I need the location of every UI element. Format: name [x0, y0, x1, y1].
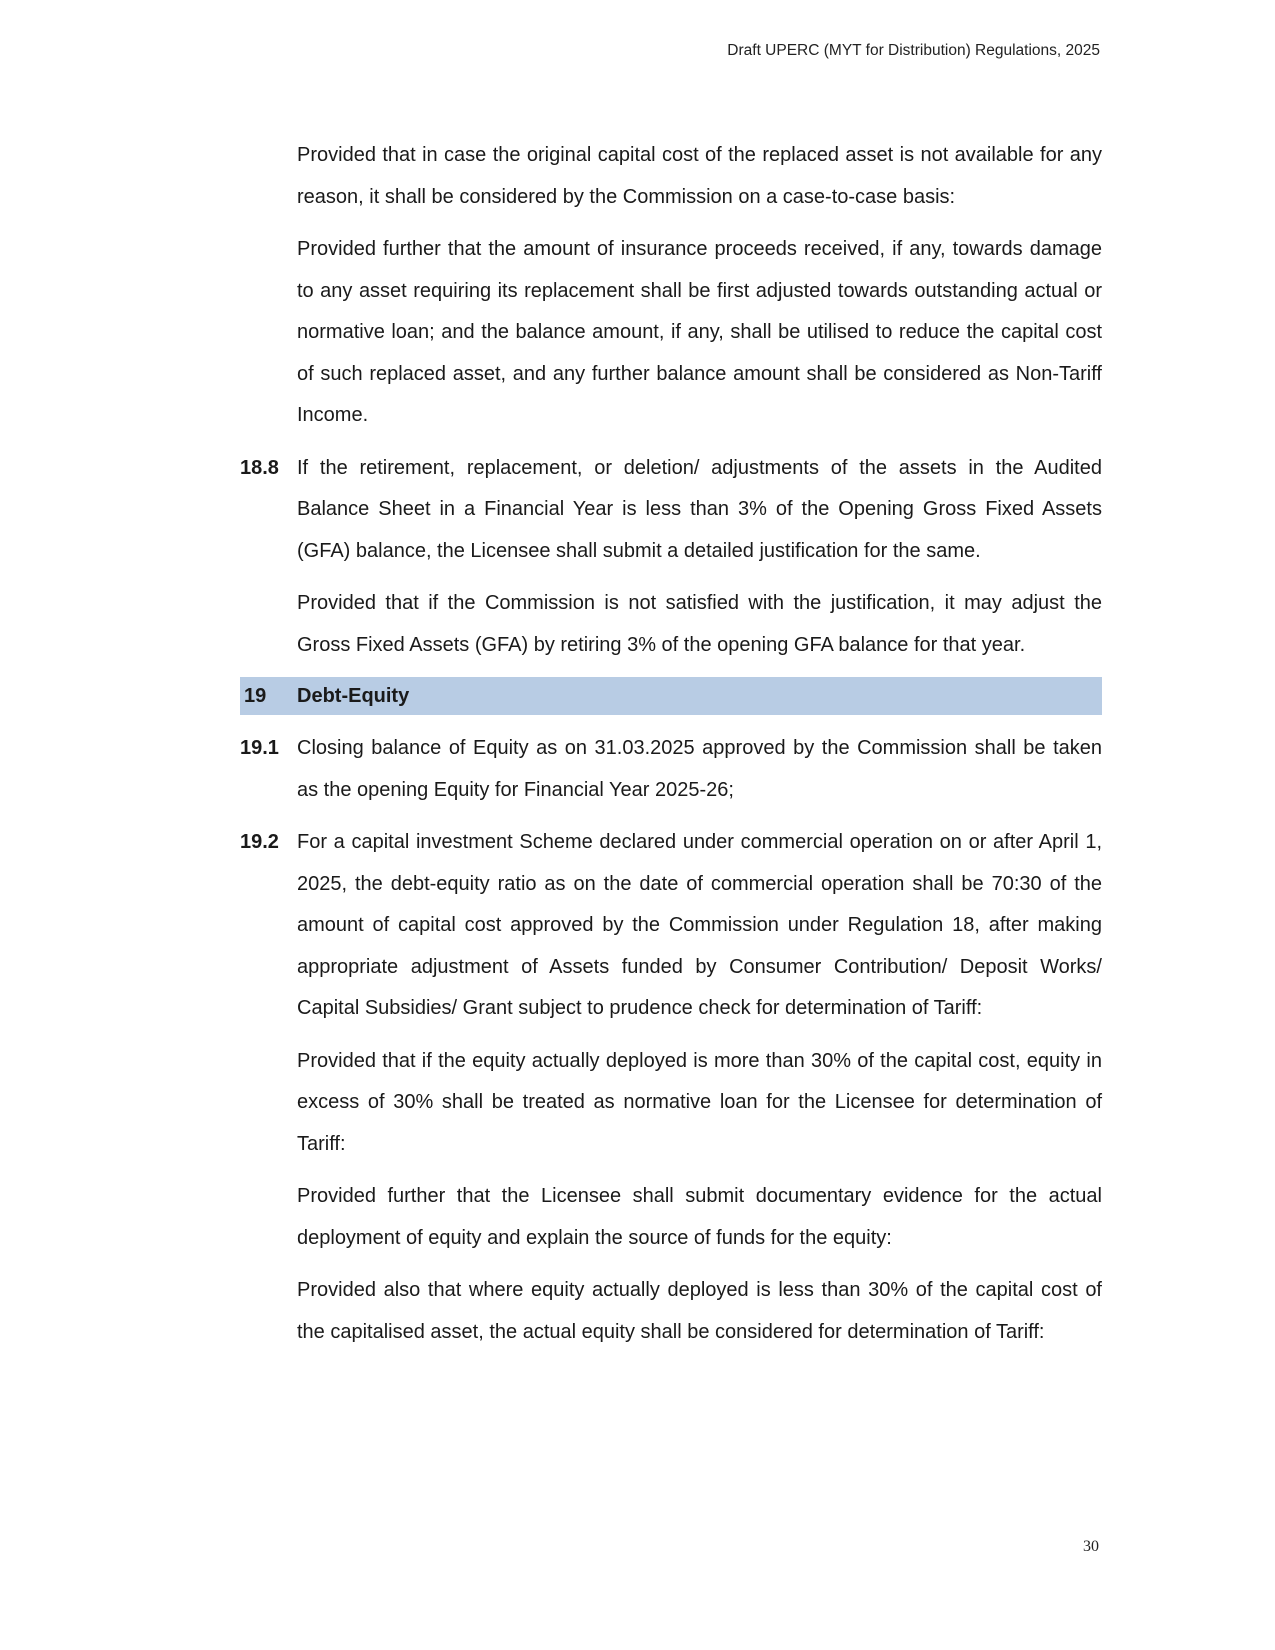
clause-number: 19.1 [240, 737, 279, 759]
clause-text: If the retirement, replacement, or deletion/ adjustments of the assets in the Audited Balance Sheet in a Financial Year is less than 3% of the Opening Gross Fixed Assets (GFA) balance, the Licensee shall submit a detailed justification for the same. [297, 456, 1102, 562]
clause-text: For a capital investment Scheme declared under commercial operation on or after April 1, 2025, the debt-equity ratio as on the date of commercial operation shall be 70:30 of the amount of capital cost approved by the Commission under Regulation 18, after making appropriate adjustment of Assets funded by Consumer Contribution/ Deposit Works/ Capital Subsidies/ Grant subject to prudence check for determination of Tariff: [297, 831, 1102, 1019]
proviso-paragraph: Provided also that where equity actually deployed is less than 30% of the capital cost of the capitalised asset, the actual equity shall be considered for determination of Tariff: [297, 1279, 1102, 1343]
clause-number: 19.2 [240, 831, 279, 853]
proviso-paragraph: Provided that if the Commission is not satisfied with the justification, it may adjust the Gross Fixed Assets (GFA) by retiring 3% of the opening GFA balance for that year. [297, 592, 1102, 656]
section-heading-19 [240, 677, 1102, 715]
clause-number: 18.8 [240, 456, 279, 479]
clause-18-8 [240, 448, 1102, 573]
section-number: 19 [244, 685, 267, 707]
document-header: Draft UPERC (MYT for Distribution) Regulations, 2025 [727, 42, 1100, 59]
proviso-paragraph: Provided further that the Licensee shall submit documentary evidence for the actual deployment of equity and explain the source of funds for the equity: [297, 1185, 1102, 1249]
clause-text: Closing balance of Equity as on 31.03.2025 approved by the Commission shall be taken as the opening Equity for Financial Year 2025-26; [297, 737, 1102, 801]
page-number: 30 [1083, 1538, 1099, 1555]
proviso-paragraph: Provided that if the equity actually deployed is more than 30% of the capital cost, equity in excess of 30% shall be treated as normative loan for the Licensee for determination of Tariff: [297, 1049, 1102, 1155]
section-title: Debt-Equity [297, 685, 410, 707]
clause-19-2 [240, 822, 1102, 1030]
document-body [240, 135, 1102, 1364]
proviso-paragraph: Provided that in case the original capital cost of the replaced asset is not available for any reason, it shall be considered by the Commission on a case-to-case basis: [297, 144, 1102, 208]
clause-19-1 [240, 728, 1102, 811]
proviso-paragraph: Provided further that the amount of insurance proceeds received, if any, towards damage to any asset requiring its replacement shall be first adjusted towards outstanding actual or normative loan; and the balance amount, if any, shall be utilised to reduce the capital cost of such replaced asset, and any further balance amount shall be considered as Non-Tariff Income. [297, 238, 1102, 426]
